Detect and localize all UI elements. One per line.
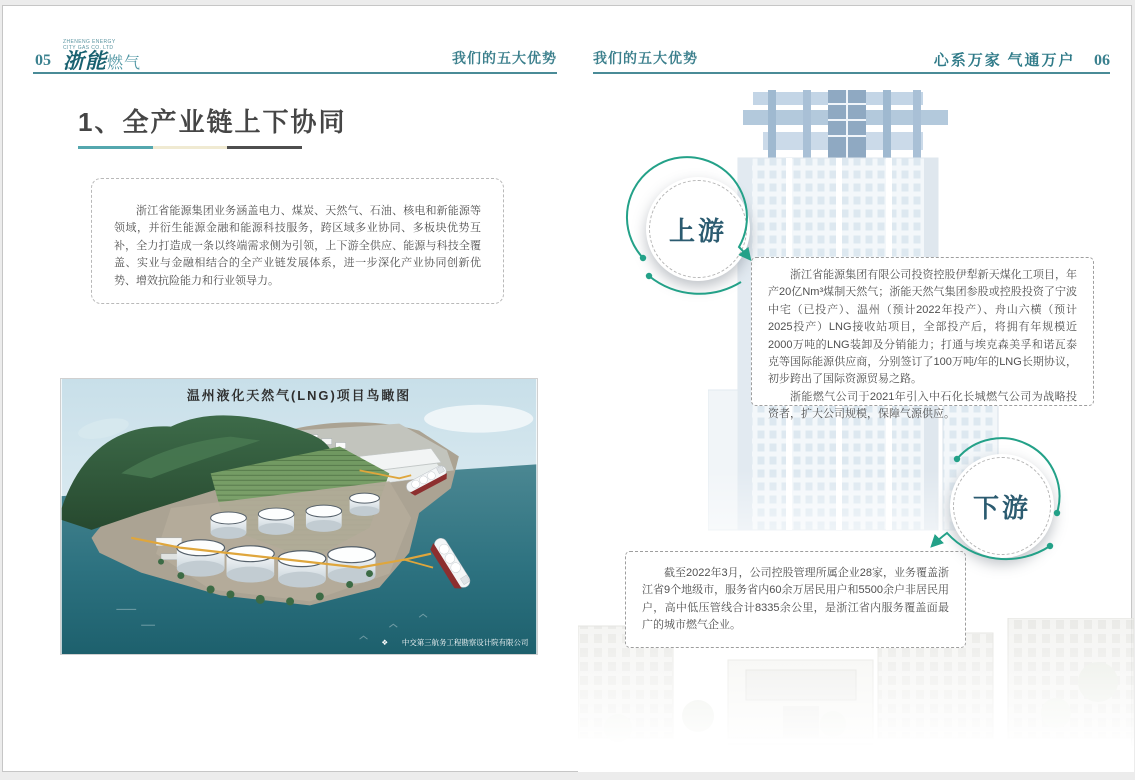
- brochure-spread: [2, 5, 1132, 772]
- upstream-text-box: [751, 257, 1094, 421]
- logo-english-line2: CITY GAS CO. LTD: [63, 45, 114, 51]
- right-page-number: 06: [1094, 52, 1110, 69]
- downstream-label: 下游: [972, 493, 1031, 523]
- section-title: 1、全产业链上下协同: [78, 107, 347, 137]
- left-header-topic: 我们的五大优势: [452, 52, 557, 67]
- underline-dark-segment: [227, 146, 302, 149]
- logo-brand-light: 燃气: [107, 55, 142, 72]
- underline-cream-segment: [153, 146, 228, 149]
- upstream-paragraph-2: 浙能燃气公司于2021年引入中石化长城燃气公司为战略投资者，扩大公司规模，保障气源供应。: [768, 390, 1077, 421]
- upstream-label: 上游: [668, 216, 727, 246]
- lng-project-figure: [60, 378, 538, 655]
- figure-credit-icon: ❖: [381, 638, 389, 648]
- downstream-paragraph-1: 截至2022年3月，公司控股管理所属企业28家，业务覆盖浙江省9个地级市，服务省内60余万居民用户和5500余户非居民用户，高中低压管线合计8335余公里，是浙江省内服务覆盖面最广的城市燃气企业。: [642, 567, 949, 632]
- logo-english-line1: ZHENENG ENERGY: [63, 39, 116, 45]
- intro-paragraph: 浙江省能源集团业务涵盖电力、煤炭、天然气、石油、核电和新能源等领域，并衍生能源金融和能源科技服务，跨区域多业协同、多板块优势互补，全力打造成一条以终端需求侧为引领，上下游全供应、能源与科技全覆盖、实业与金融相结合的全产业链发展体系，进一步深化产业协同创新优势、增效抗险能力和行业领导力。: [114, 205, 481, 287]
- company-slogan: 心系万家 气通万户: [933, 53, 1076, 69]
- right-header-topic: 我们的五大优势: [593, 52, 698, 67]
- company-logo: [63, 39, 141, 72]
- downstream-node: [927, 431, 1077, 581]
- upstream-paragraph-1: 浙江省能源集团有限公司投资控股伊犁新天煤化工项目，年产20亿Nm³煤制天然气；浙能天然气集团参股或控股投资了宁波中宅（已投产）、温州（预计2022年投产）、舟山六横（预计2025投产）LNG接收站项目，全部投产后，将拥有年规模近2000万吨的LNG装卸及分销能力；打通与埃克森美孚和诺瓦泰克等国际能源供应商，分别签订了100万吨/年的LNG长期协议，初步跨出了国际资源贸易之路。: [768, 269, 1077, 386]
- upstream-node: [623, 154, 773, 304]
- downstream-text-box: [625, 551, 966, 648]
- section-title-block: [78, 102, 346, 149]
- tower-crown: [743, 90, 948, 162]
- left-page-number: 05: [35, 52, 51, 69]
- right-page-header: [593, 34, 1110, 74]
- left-page-header: [33, 34, 557, 74]
- logo-brand-strong: 浙能: [63, 50, 107, 73]
- underline-teal-segment: [78, 146, 153, 149]
- figure-title: 温州液化天然气(LNG)项目鸟瞰图: [186, 387, 412, 403]
- title-underline: [78, 146, 302, 149]
- intro-text-box: [91, 178, 504, 304]
- figure-credit: 中交第三航务工程勘察设计院有限公司: [401, 638, 529, 648]
- right-header-group: [934, 49, 1110, 70]
